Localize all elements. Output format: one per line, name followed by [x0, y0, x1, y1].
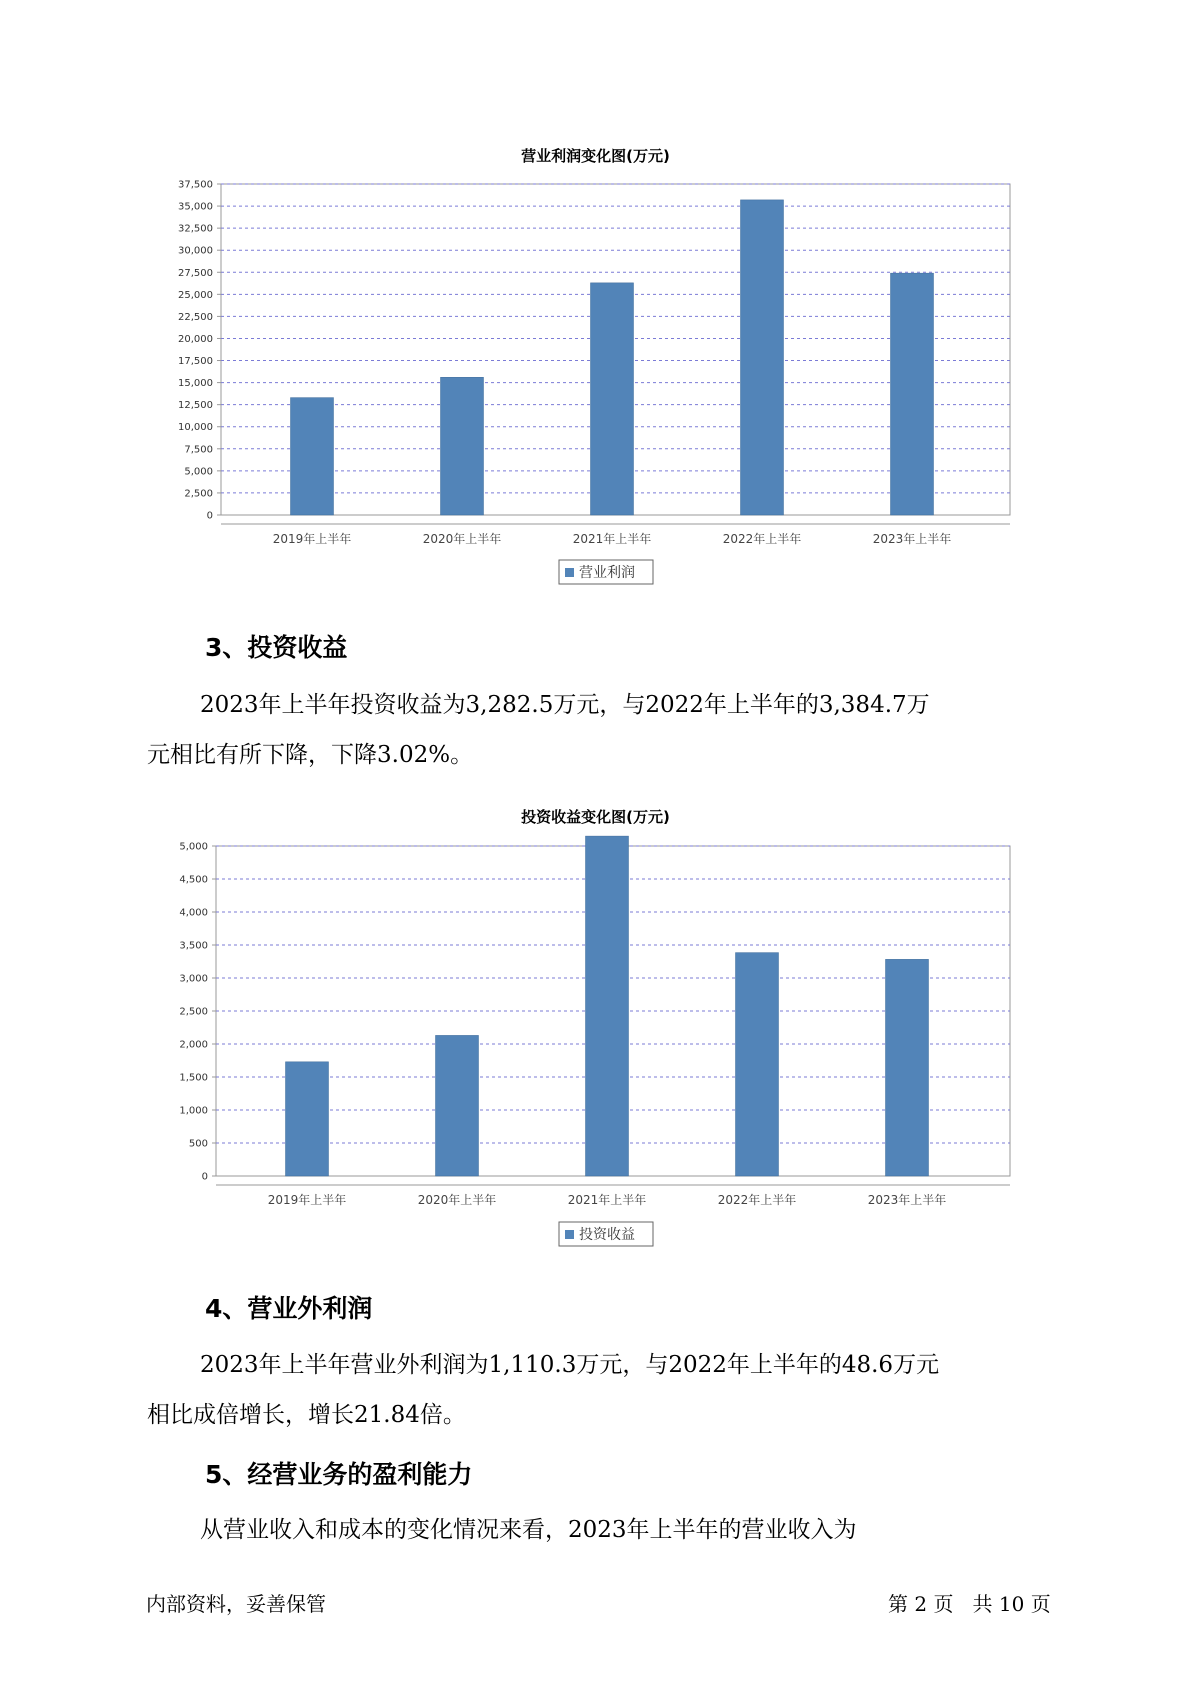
- section-3-line-1: 2023年上半年投资收益为3,282.5万元，与2022年上半年的3,384.7万: [200, 692, 930, 718]
- y-tick-label: 1,000: [179, 1105, 208, 1117]
- y-tick-label: 12,500: [178, 400, 213, 412]
- x-tick-label: 2023年上半年: [872, 532, 952, 546]
- footer-confidential-note: 内部资料，妥善保管: [146, 1592, 326, 1616]
- y-tick-label: 4,000: [179, 907, 208, 919]
- x-tick-label: 2019年上半年: [267, 1193, 347, 1207]
- legend-swatch: [565, 1230, 574, 1239]
- bar: [591, 283, 634, 515]
- y-tick-label: 22,500: [178, 311, 213, 323]
- y-tick-label: 17,500: [178, 356, 213, 368]
- y-tick-label: 5,000: [179, 841, 208, 853]
- x-tick-label: 2022年上半年: [717, 1193, 797, 1207]
- section-3-heading: 3、投资收益: [205, 633, 348, 662]
- y-tick-label: 4,500: [179, 874, 208, 886]
- y-tick-label: 20,000: [178, 333, 213, 345]
- x-tick-label: 2022年上半年: [722, 532, 802, 546]
- y-tick-label: 2,500: [179, 1006, 208, 1018]
- bar: [736, 953, 779, 1176]
- section-4-line-2: 相比成倍增长，增长21.84倍。: [147, 1402, 466, 1428]
- x-tick-label: 2020年上半年: [417, 1193, 497, 1207]
- y-tick-label: 3,000: [179, 973, 208, 985]
- y-tick-label: 7,500: [184, 444, 213, 456]
- x-tick-label: 2020年上半年: [422, 532, 502, 546]
- bar: [586, 836, 629, 1176]
- section-4-heading: 4、营业外利润: [205, 1294, 373, 1323]
- y-tick-label: 15,000: [178, 378, 213, 390]
- bar: [891, 273, 934, 515]
- section-3-line-2: 元相比有所下降，下降3.02%。: [147, 742, 474, 768]
- footer-page-number: [888, 1588, 1051, 1617]
- y-tick-label: 37,500: [178, 179, 213, 191]
- section-5-line-1: 从营业收入和成本的变化情况来看，2023年上半年的营业收入为: [200, 1517, 857, 1543]
- y-tick-label: 2,500: [184, 488, 213, 500]
- section-5-heading: 5、经营业务的盈利能力: [205, 1460, 473, 1489]
- x-tick-label: 2021年上半年: [572, 532, 652, 546]
- y-tick-label: 3,500: [179, 940, 208, 952]
- x-tick-label: 2019年上半年: [272, 532, 352, 546]
- y-tick-label: 0: [201, 1171, 208, 1183]
- footer-total-label: 共 10 页: [972, 1592, 1051, 1616]
- bar: [436, 1035, 479, 1176]
- chart-2-title: 投资收益变化图(万元): [521, 808, 670, 826]
- chart-1-operating-profit: [0, 160, 1191, 600]
- x-tick-label: 2021年上半年: [567, 1193, 647, 1207]
- y-tick-label: 0: [206, 510, 213, 522]
- bar: [741, 200, 784, 515]
- y-tick-label: 30,000: [178, 245, 213, 257]
- y-tick-label: 32,500: [178, 223, 213, 235]
- y-tick-label: 10,000: [178, 422, 213, 434]
- legend-swatch: [565, 568, 574, 577]
- chart-2-investment-income: [0, 826, 1191, 1266]
- y-tick-label: 2,000: [179, 1039, 208, 1051]
- bar: [286, 1062, 329, 1176]
- bar: [886, 959, 929, 1176]
- chart-1-title: 营业利润变化图(万元): [521, 147, 670, 165]
- y-tick-label: 25,000: [178, 289, 213, 301]
- legend-label: 营业利润: [579, 565, 635, 581]
- x-tick-label: 2023年上半年: [867, 1193, 947, 1207]
- y-tick-label: 5,000: [184, 466, 213, 478]
- y-tick-label: 500: [188, 1138, 208, 1150]
- y-tick-label: 35,000: [178, 201, 213, 213]
- footer-page-label: 第 2 页: [888, 1592, 954, 1616]
- y-tick-label: 1,500: [179, 1072, 208, 1084]
- bar: [291, 398, 334, 515]
- y-tick-label: 27,500: [178, 267, 213, 279]
- section-4-line-1: 2023年上半年营业外利润为1,110.3万元，与2022年上半年的48.6万元: [200, 1352, 940, 1378]
- legend-label: 投资收益: [579, 1227, 635, 1243]
- bar: [441, 377, 484, 515]
